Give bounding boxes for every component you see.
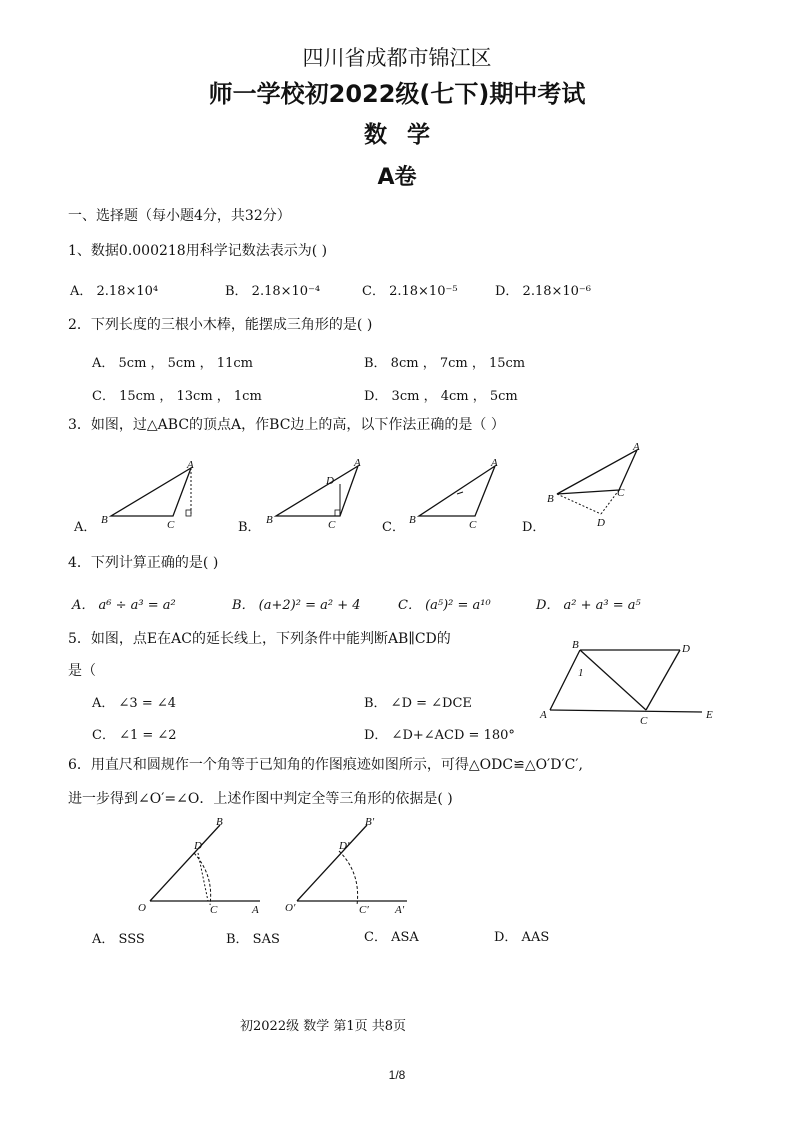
q4-option-a[interactable]: A． a⁶ ÷ a³ = a² (72, 598, 176, 613)
q3a-label-a: A (187, 459, 194, 471)
q5-text-line1: 5．如图，点E在AC的延长线上，下列条件中能判断AB∥CD的 (68, 631, 451, 647)
q6-option-a[interactable]: A． SSS (92, 932, 145, 947)
q6-figure-right (285, 815, 415, 915)
volume-title: A卷 (377, 165, 417, 190)
q3-figure-c (405, 458, 515, 533)
q6l-label-o: O (138, 902, 146, 914)
q3c-label-a: A (491, 457, 498, 469)
q1-option-c[interactable]: C． 2.18×10⁻⁵ (362, 284, 458, 299)
q3-option-d-label[interactable]: D． (522, 520, 546, 535)
q5-option-a[interactable]: A． ∠3 = ∠4 (92, 696, 177, 711)
q3c-label-b: B (409, 514, 416, 526)
q3d-label-d: D (597, 517, 605, 529)
q5-label-b: B (572, 639, 579, 651)
q6-text-line2: 进一步得到∠O′=∠O．上述作图中判定全等三角形的依据是( ) (68, 791, 453, 807)
q2-option-c[interactable]: C． 15cm ， 13cm ， 1cm (92, 389, 262, 404)
header-location: 四川省成都市锦江区 (302, 46, 492, 70)
q6-text-line1: 6．用直尺和圆规作一个角等于已知角的作图痕迹如图所示，可得△ODC≌△O′D′C′, (68, 757, 583, 773)
q3c-label-c: C (469, 519, 477, 531)
q2-option-b[interactable]: B． 8cm ， 7cm ， 15cm (364, 356, 526, 371)
q5-label-c: C (640, 715, 648, 727)
q3d-label-c: C (617, 487, 625, 499)
q3-option-c-label[interactable]: C． (382, 520, 405, 535)
q3b-label-d: D (326, 475, 334, 487)
q6r-label-b: B′ (365, 816, 375, 828)
section-heading: 一、选择题（每小题4分，共32分） (68, 208, 291, 224)
page-number: 1/8 (388, 1068, 406, 1082)
q3-figure-a (95, 458, 205, 533)
q5-figure (530, 638, 720, 728)
q3d-label-a: A (633, 441, 640, 453)
q6r-label-c: C′ (359, 904, 369, 916)
q6l-label-a: A (252, 904, 259, 916)
q6l-label-b: B (216, 816, 223, 828)
q1-text: 1、数据0.000218用科学记数法表示为( ) (68, 243, 328, 259)
q5-option-c[interactable]: C． ∠1 = ∠2 (92, 728, 177, 743)
q5-label-a: A (540, 709, 547, 721)
q6r-label-o: O′ (285, 902, 296, 914)
q4-option-b[interactable]: B． (a+2)² = a² + 4 (232, 598, 361, 613)
q5-label-e: E (706, 709, 713, 721)
q3b-label-c: C (328, 519, 336, 531)
q5-option-b[interactable]: B． ∠D = ∠DCE (364, 696, 472, 711)
q5-option-d[interactable]: D． ∠D+∠ACD = 180° (364, 728, 515, 743)
q6r-label-a: A′ (395, 904, 405, 916)
exam-title: 师一学校初2022级(七下)期中考试 (208, 80, 586, 108)
q6-figure-left (138, 815, 268, 915)
subject-title: 数学 (364, 122, 450, 148)
q2-option-a[interactable]: A． 5cm ， 5cm ， 11cm (92, 356, 253, 371)
page-footer: 初2022级 数学 第1页 共8页 (240, 1019, 407, 1034)
q6-option-d[interactable]: D． AAS (494, 930, 550, 945)
q4-option-d[interactable]: D． a² + a³ = a⁵ (536, 598, 641, 613)
q3b-label-b: B (266, 514, 273, 526)
q5-label-angle1: 1 (578, 667, 584, 679)
q4-option-c[interactable]: C． (a⁵)² = a¹⁰ (398, 598, 491, 613)
q3-figure-b (262, 458, 372, 533)
q6-option-b[interactable]: B． SAS (226, 932, 280, 947)
q2-text: 2．下列长度的三根小木棒，能摆成三角形的是( ) (68, 317, 373, 333)
q1-option-b[interactable]: B． 2.18×10⁻⁴ (225, 284, 321, 299)
q6-option-c[interactable]: C． ASA (364, 930, 419, 945)
q6r-label-d: D′ (339, 840, 350, 852)
q3b-label-a: A (354, 457, 361, 469)
q3-text: 3．如图，过△ABC的顶点A，作BC边上的高，以下作法正确的是（ ） (68, 417, 505, 433)
q4-text: 4．下列计算正确的是( ) (68, 555, 219, 571)
q3-option-b-label[interactable]: B． (238, 520, 261, 535)
q5-text-line2: 是（ (68, 663, 96, 679)
q1-option-a[interactable]: A． 2.18×10⁴ (70, 284, 159, 299)
q2-option-d[interactable]: D． 3cm ， 4cm ， 5cm (364, 389, 518, 404)
q1-option-d[interactable]: D． 2.18×10⁻⁶ (495, 284, 592, 299)
q6l-label-d: D (194, 840, 202, 852)
q3-option-a-label[interactable]: A． (74, 520, 97, 535)
q5-label-d: D (682, 643, 690, 655)
q3a-label-c: C (167, 519, 175, 531)
q3-figure-d (545, 441, 655, 532)
q3d-label-b: B (547, 493, 554, 505)
q3a-label-b: B (101, 514, 108, 526)
q6l-label-c: C (210, 904, 218, 916)
